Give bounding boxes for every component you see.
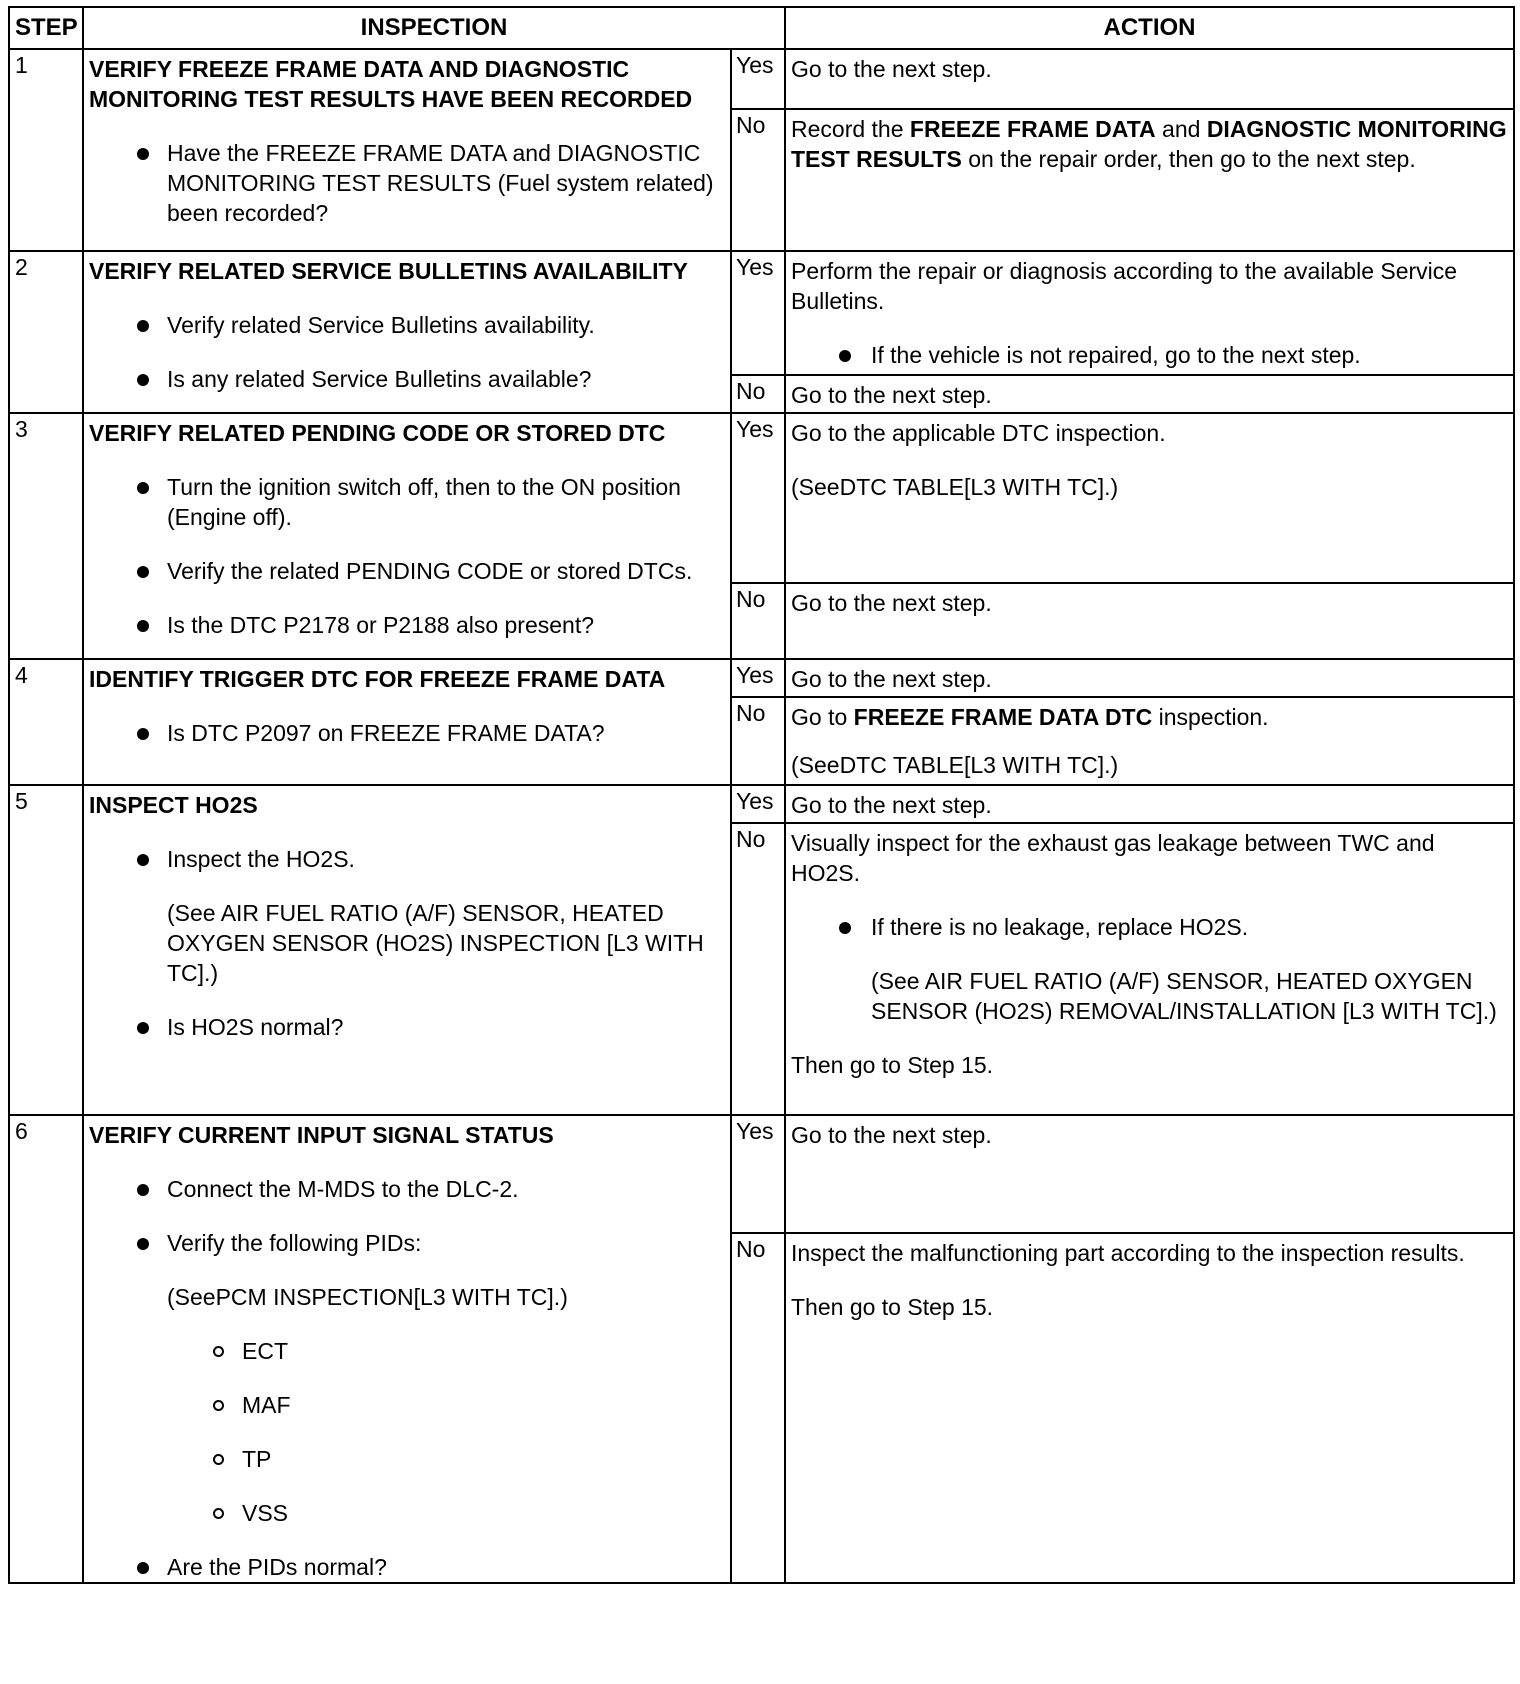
step-number: 6 [9, 1115, 83, 1583]
no-action [785, 1233, 1514, 1583]
text-run: Record the [791, 116, 910, 142]
step-number: 5 [9, 785, 83, 1115]
diagnostic-table [8, 6, 1515, 1584]
no-label: No [731, 583, 785, 659]
step-4-inspection [83, 659, 731, 785]
bullet-item: Inspect the HO2S. [89, 844, 725, 874]
bullet-item: Verify the related PENDING CODE or stored DTCs. [89, 556, 725, 586]
step-3-yes-row [9, 413, 1514, 583]
step-3-inspection [83, 413, 731, 659]
pid-item: TP [89, 1444, 725, 1474]
header-action: ACTION [785, 7, 1514, 49]
text-run: inspection. [1152, 704, 1269, 730]
yes-action [785, 251, 1514, 375]
reference-link[interactable]: (See AIR FUEL RATIO (A/F) SENSOR, HEATED OXYGEN SENSOR (HO2S) REMOVAL/INSTALLATION [L3 WITH TC].) [871, 968, 1497, 1024]
bullet-item: Verify the following PIDs: [89, 1228, 725, 1258]
yes-label: Yes [731, 1115, 785, 1233]
reference-link[interactable]: (See AIR FUEL RATIO (A/F) SENSOR, HEATED OXYGEN SENSOR (HO2S) INSPECTION [L3 WITH TC].) [167, 900, 704, 986]
no-action [785, 109, 1514, 251]
pid-item: MAF [89, 1390, 725, 1420]
step-4-yes-row [9, 659, 1514, 697]
header-row [9, 7, 1514, 49]
reference-link[interactable]: (SeeDTC TABLE[L3 WITH TC].) [791, 474, 1119, 500]
bullet-item: Are the PIDs normal? [89, 1552, 725, 1582]
yes-label: Yes [731, 49, 785, 109]
step-6-yes-row [9, 1115, 1514, 1233]
action-text [791, 702, 1508, 732]
no-label: No [731, 697, 785, 785]
reference-link[interactable]: (SeePCM INSPECTION[L3 WITH TC].) [167, 1284, 568, 1310]
bullet-item: Is any related Service Bulletins available? [89, 364, 725, 394]
step-number: 1 [9, 49, 83, 251]
bullet-item: If the vehicle is not repaired, go to the next step. [791, 340, 1508, 370]
step-1-yes-row [9, 49, 1514, 109]
no-action: Go to the next step. [785, 375, 1514, 413]
step-5-inspection [83, 785, 731, 1115]
yes-action: Go to the next step. [785, 785, 1514, 823]
step-6-inspection [83, 1115, 731, 1583]
text-run-bold: FREEZE FRAME DATA [909, 116, 1156, 142]
step-title: VERIFY RELATED SERVICE BULLETINS AVAILABILITY [89, 258, 688, 284]
text-run: Go to [791, 704, 854, 730]
step-1-inspection [83, 49, 731, 251]
bullet-item: Connect the M-MDS to the DLC-2. [89, 1174, 725, 1204]
yes-label: Yes [731, 413, 785, 583]
step-5-yes-row [9, 785, 1514, 823]
bullet-item: Verify related Service Bulletins availability. [89, 310, 725, 340]
no-label: No [731, 1233, 785, 1583]
header-inspection: INSPECTION [83, 7, 785, 49]
action-text: Perform the repair or diagnosis according to the available Service Bulletins. [791, 258, 1458, 314]
step-title: IDENTIFY TRIGGER DTC FOR FREEZE FRAME DATA [89, 666, 666, 692]
step-title: INSPECT HO2S [89, 792, 258, 818]
yes-action: Go to the next step. [785, 659, 1514, 697]
text-run-bold: DIAGNOSTIC MONITORING TEST RESULTS [791, 116, 1507, 172]
pid-item: VSS [89, 1498, 725, 1528]
step-2-inspection [83, 251, 731, 413]
step-2-yes-row [9, 251, 1514, 375]
action-text: Visually inspect for the exhaust gas leakage between TWC and HO2S. [791, 830, 1435, 886]
yes-action: Go to the next step. [785, 49, 1514, 109]
action-text: Go to the applicable DTC inspection. [791, 420, 1166, 446]
yes-action: Go to the next step. [785, 1115, 1514, 1233]
bullet-item: Is DTC P2097 on FREEZE FRAME DATA? [89, 718, 725, 748]
yes-label: Yes [731, 659, 785, 697]
text-run: on the repair order, then go to the next step. [961, 146, 1416, 172]
bullet-item: Have the FREEZE FRAME DATA and DIAGNOSTIC MONITORING TEST RESULTS (Fuel system related) been recorded? [89, 138, 725, 228]
no-action [785, 823, 1514, 1115]
text-run-bold: FREEZE FRAME DATA DTC [853, 704, 1153, 730]
action-text: Inspect the malfunctioning part according to the inspection results. [791, 1240, 1465, 1266]
step-title: VERIFY CURRENT INPUT SIGNAL STATUS [89, 1122, 554, 1148]
no-label: No [731, 375, 785, 413]
reference-link[interactable]: (SeeDTC TABLE[L3 WITH TC].) [791, 752, 1119, 778]
action-text: Then go to Step 15. [791, 1052, 994, 1078]
step-title: VERIFY FREEZE FRAME DATA AND DIAGNOSTIC MONITORING TEST RESULTS HAVE BEEN RECORDED [89, 56, 693, 112]
step-title: VERIFY RELATED PENDING CODE OR STORED DTC [89, 420, 666, 446]
step-number: 3 [9, 413, 83, 659]
text-run: and [1155, 116, 1207, 142]
bullet-item: Turn the ignition switch off, then to the ON position (Engine off). [89, 472, 725, 532]
bullet-item: Is HO2S normal? [89, 1012, 725, 1042]
pid-item: ECT [89, 1336, 725, 1366]
bullet-item: If there is no leakage, replace HO2S. [791, 912, 1508, 942]
no-action: Go to the next step. [785, 583, 1514, 659]
step-number: 4 [9, 659, 83, 785]
yes-label: Yes [731, 785, 785, 823]
step-number: 2 [9, 251, 83, 413]
yes-action [785, 413, 1514, 583]
no-label: No [731, 823, 785, 1115]
no-action [785, 697, 1514, 785]
yes-label: Yes [731, 251, 785, 375]
no-label: No [731, 109, 785, 251]
action-text: Then go to Step 15. [791, 1294, 994, 1320]
bullet-item: Is the DTC P2178 or P2188 also present? [89, 610, 725, 640]
header-step: STEP [9, 7, 83, 49]
